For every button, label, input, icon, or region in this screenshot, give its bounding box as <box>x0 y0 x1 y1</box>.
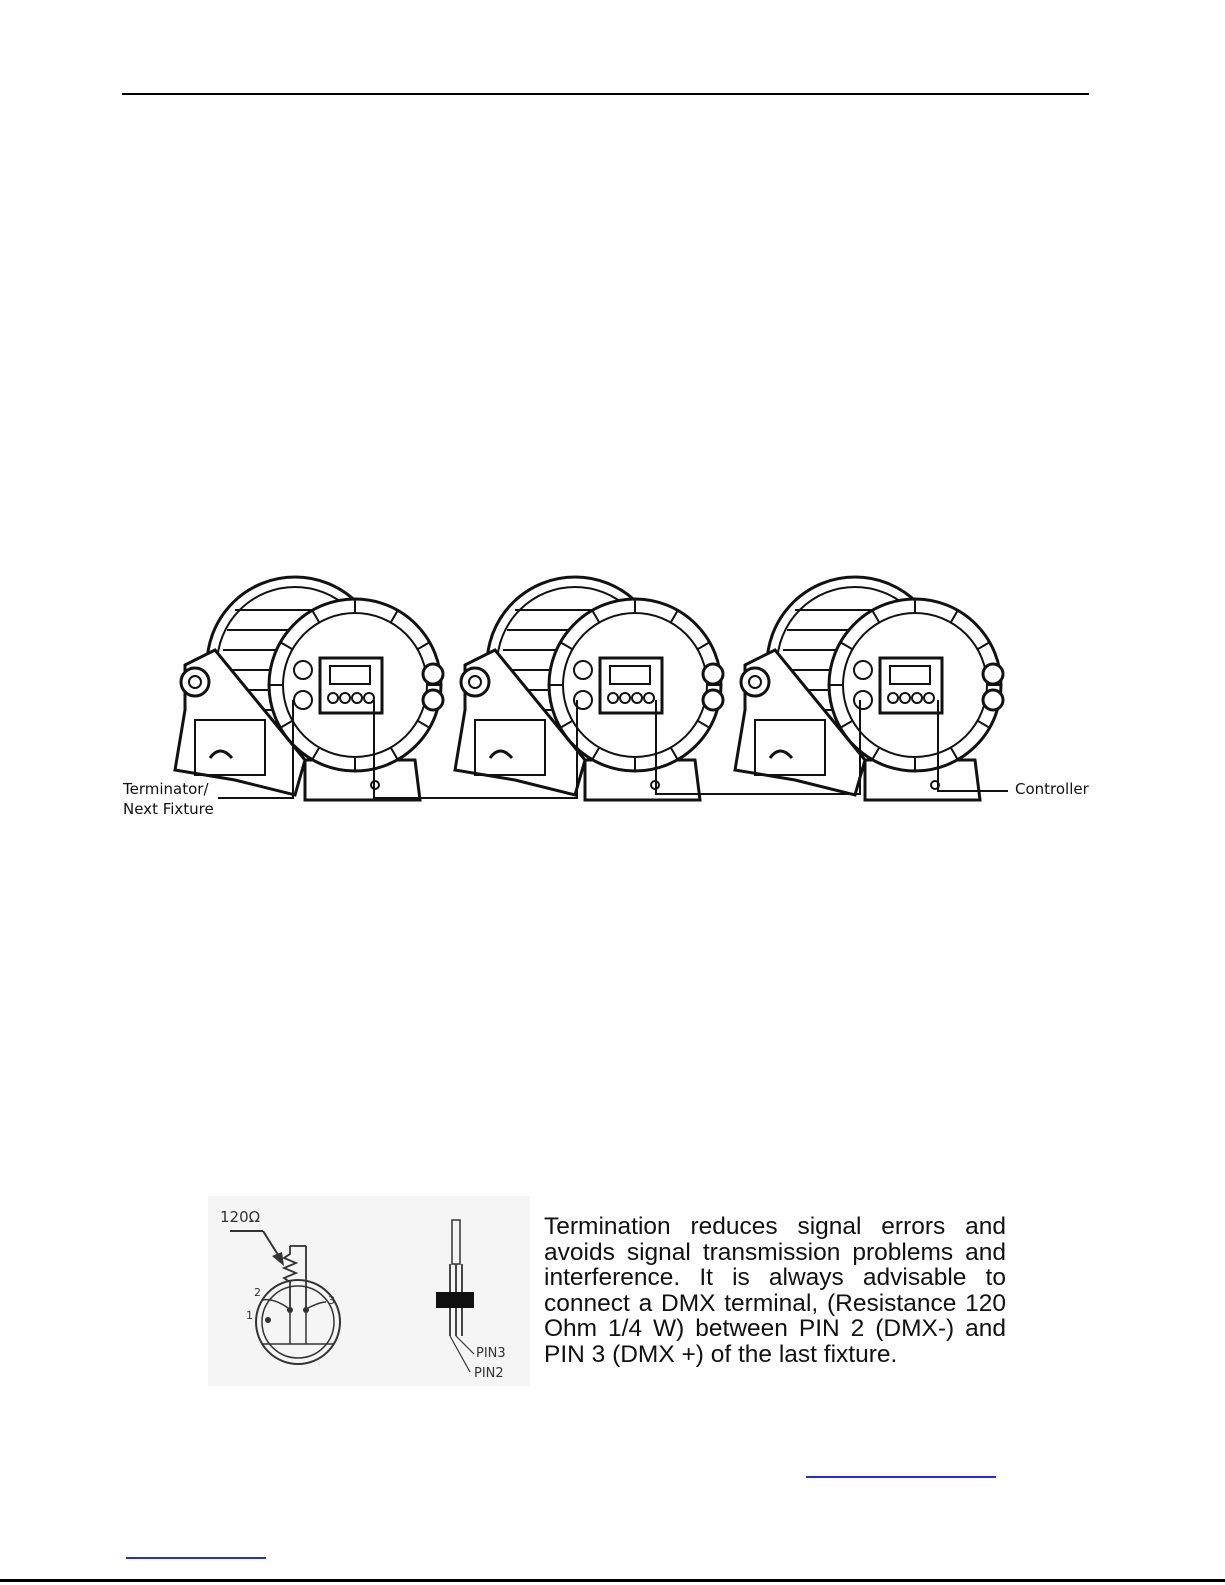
header-rule <box>122 93 1089 95</box>
pin3-label: PIN3 <box>476 1346 506 1361</box>
terminator-label: Terminator/ Next Fixture <box>123 780 214 818</box>
termination-diagram <box>208 1196 530 1386</box>
footer-rule <box>0 1579 1225 1582</box>
pin-1-label: 1 <box>246 1309 253 1322</box>
footer-link-underline-2[interactable] <box>126 1557 266 1559</box>
resistor-label: 120Ω <box>220 1208 261 1226</box>
fixture-chain-drawing <box>100 540 1110 840</box>
dmx-chain-diagram <box>100 540 1110 840</box>
fixture-2 <box>455 577 723 800</box>
pin2-label: PIN2 <box>474 1366 504 1381</box>
pin-3-label: 3 <box>328 1294 335 1307</box>
pin-2-label: 2 <box>254 1286 261 1299</box>
fixture-1 <box>175 577 443 800</box>
footer-link-underline[interactable] <box>806 1476 996 1478</box>
termination-description: Termination reduces signal errors and avoids signal transmission problems and interference. It is always advisable to connect a DMX terminal, (Resistance 120 Ohm 1/4 W) between PIN 2 (DMX-) and PIN 3 (DMX +) of the last fixture. <box>544 1213 1006 1368</box>
termination-section <box>208 1196 1008 1386</box>
fixture-3 <box>735 577 1003 800</box>
controller-label: Controller <box>1015 780 1089 798</box>
